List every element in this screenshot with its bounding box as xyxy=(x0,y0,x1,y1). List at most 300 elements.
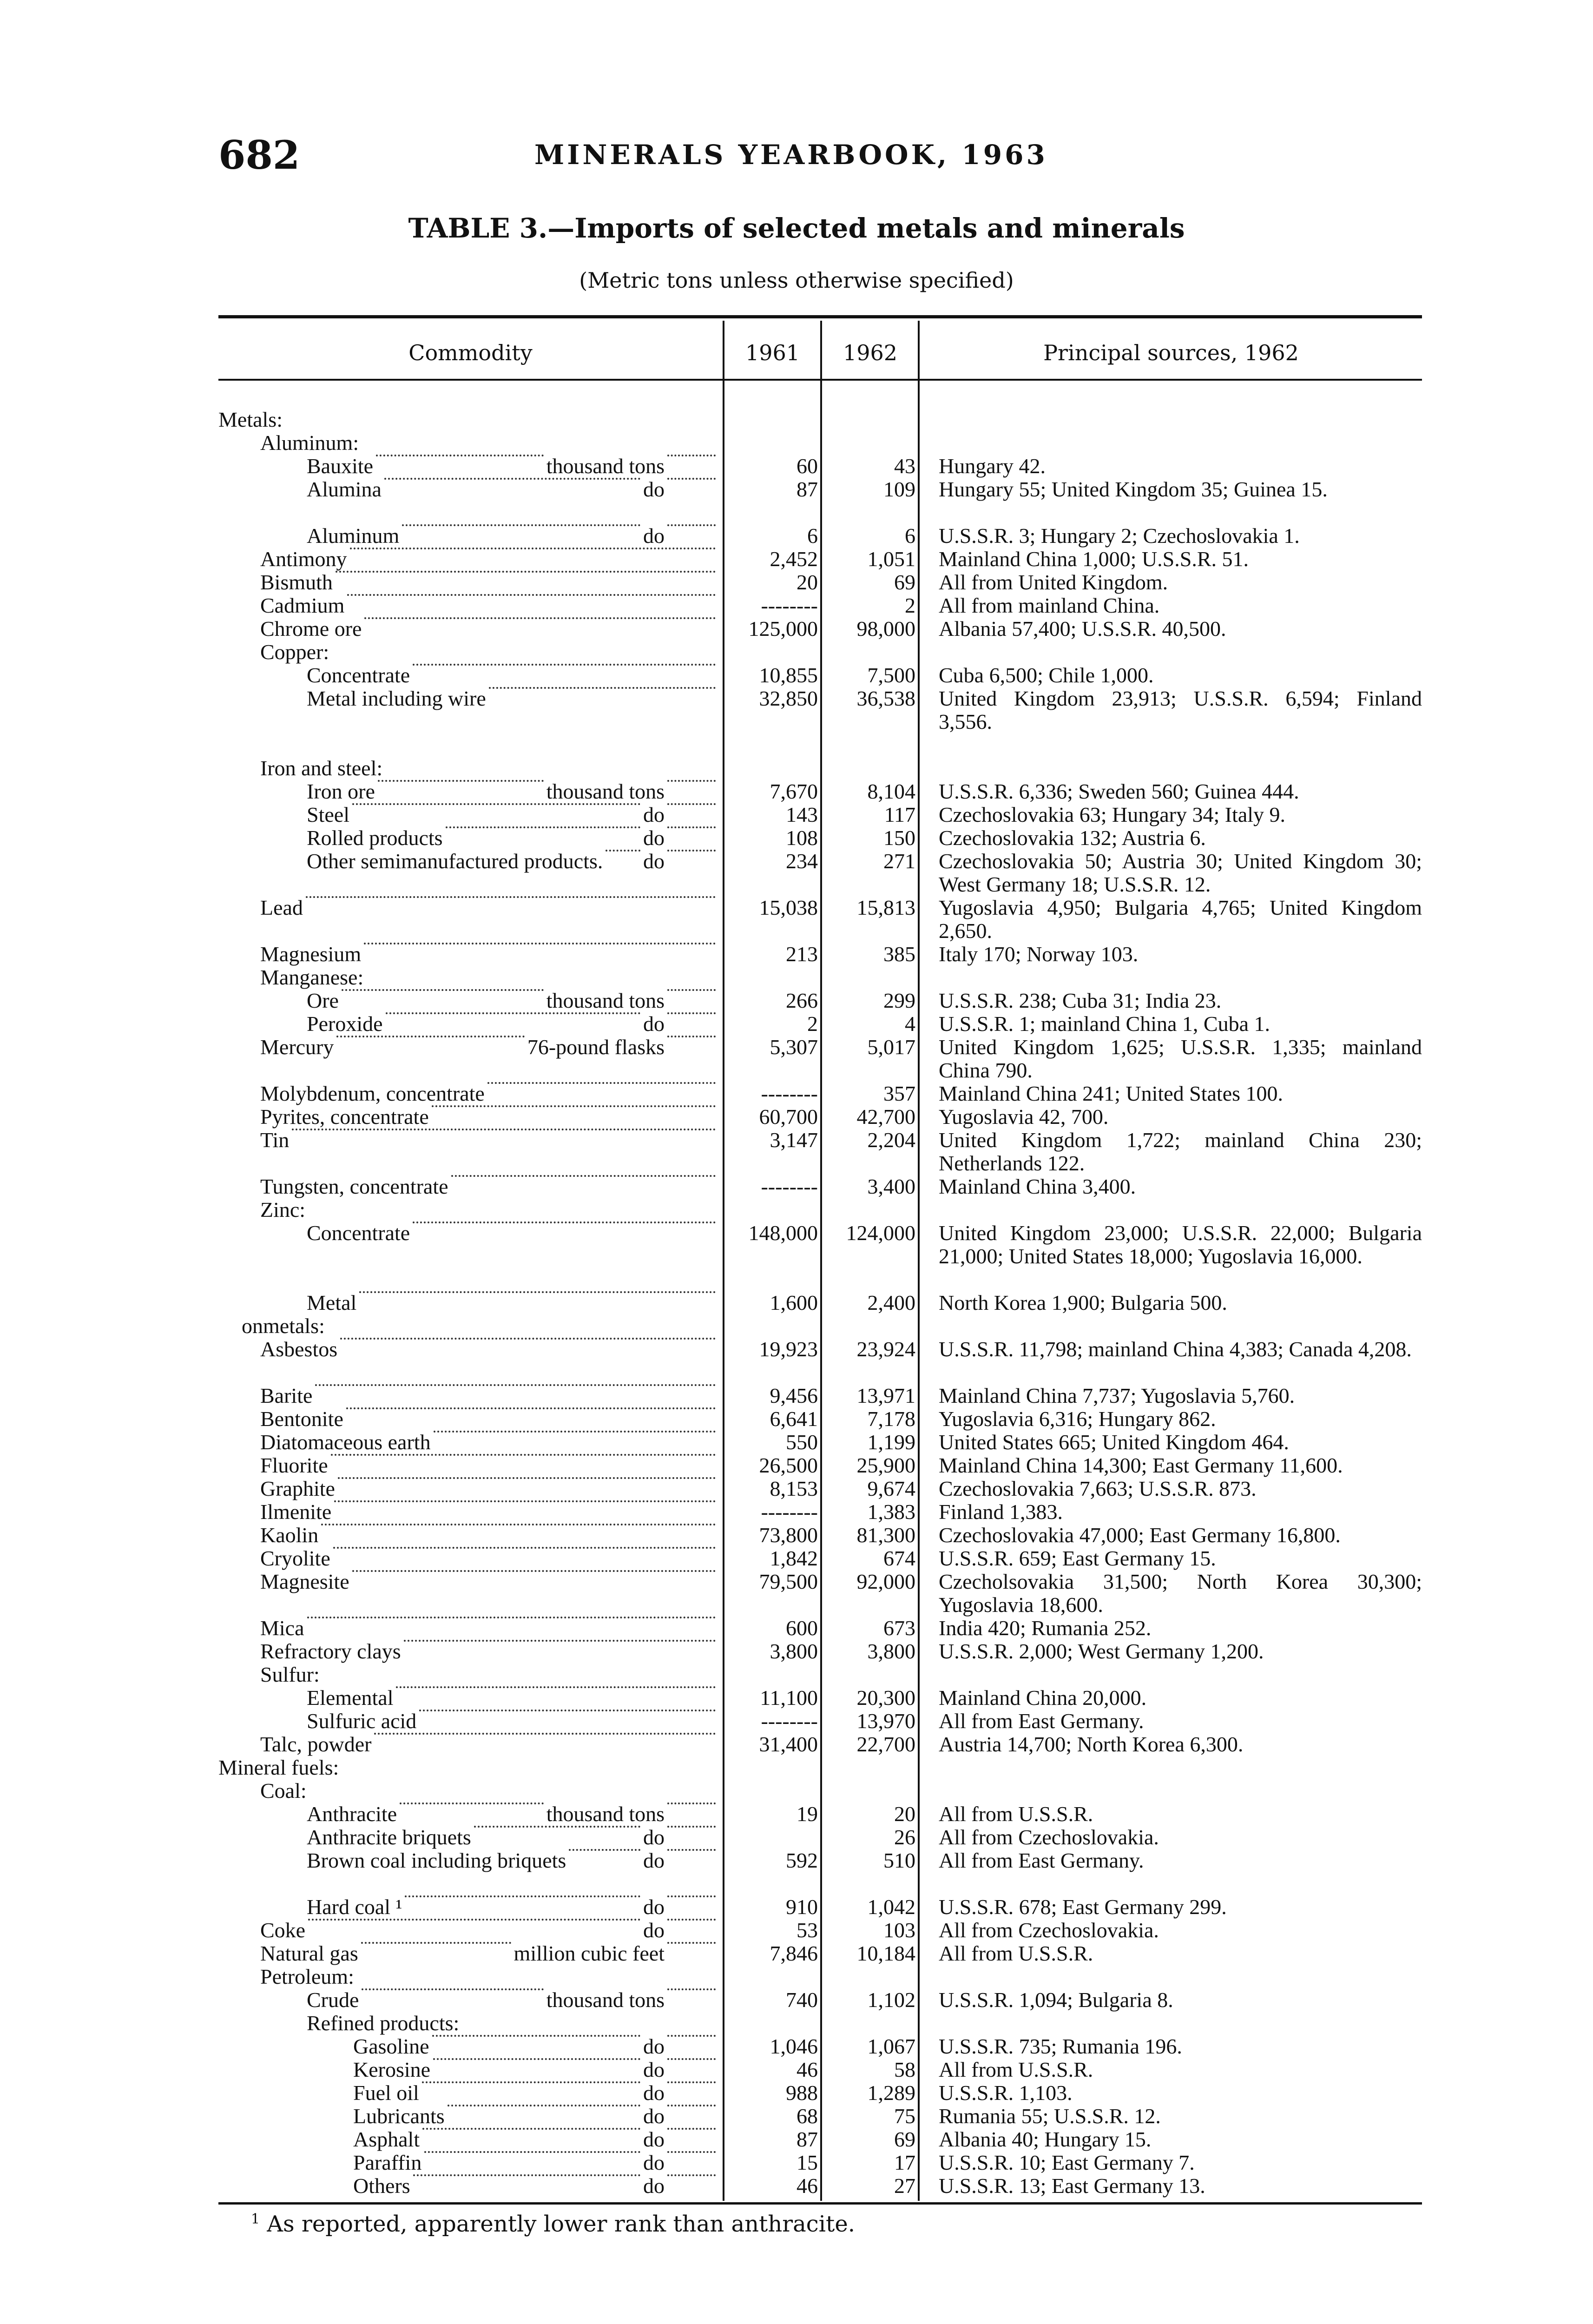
dot-leader xyxy=(386,1012,640,1014)
value-1961: 3,147 xyxy=(770,1128,818,1152)
value-1962: 150 xyxy=(883,826,915,850)
value-1962: 7,500 xyxy=(867,663,915,687)
value-1962: 13,971 xyxy=(856,1384,915,1407)
value-1961: -------- xyxy=(761,594,818,617)
value-1962: 1,199 xyxy=(867,1430,915,1454)
table-row xyxy=(0,1826,1593,1849)
value-1961: 148,000 xyxy=(748,1221,818,1245)
value-1962: 1,051 xyxy=(867,547,915,571)
table-row xyxy=(0,803,1593,826)
row-label: Antimony xyxy=(260,547,347,571)
dot-leader xyxy=(667,478,716,480)
table-row xyxy=(0,431,1593,455)
row-unit: do xyxy=(643,2104,665,2128)
value-1962: 20 xyxy=(894,1802,915,1826)
value-1961: 10,855 xyxy=(759,663,818,687)
dot-leader xyxy=(667,1849,716,1851)
row-unit: do xyxy=(643,2151,665,2174)
table-row xyxy=(0,1291,1593,1314)
row-unit: do xyxy=(643,1012,665,1036)
dot-leader xyxy=(433,2058,640,2060)
value-1962: 17 xyxy=(894,2151,915,2174)
dot-leader xyxy=(413,664,716,666)
table-row xyxy=(0,1779,1593,1802)
dot-leader xyxy=(667,1036,716,1037)
dot-leader xyxy=(667,1988,716,1990)
value-1962: 4 xyxy=(905,1012,915,1036)
principal-sources: Finland 1,383. xyxy=(939,1500,1063,1524)
value-1962: 357 xyxy=(883,1082,915,1105)
table-row xyxy=(0,548,1593,571)
dot-leader xyxy=(432,1105,716,1107)
dot-leader xyxy=(667,524,716,526)
row-label: Magnesite xyxy=(260,1570,349,1593)
principal-sources: Mainland China 7,737; Yugoslavia 5,760. xyxy=(939,1384,1295,1407)
principal-sources: Czechoslovakia 7,663; U.S.S.R. 873. xyxy=(939,1477,1257,1500)
table-row xyxy=(0,455,1593,478)
dot-leader xyxy=(667,2174,716,2176)
dot-leader xyxy=(569,1849,640,1851)
footnote-text: As reported, apparently lower rank than anthracite. xyxy=(267,2211,855,2237)
row-unit: do xyxy=(643,849,665,873)
principal-sources: United Kingdom 23,000; U.S.S.R. 22,000; Bulgaria 21,000; United States 18,000; Yugoslavia 16,000. xyxy=(939,1221,1422,1268)
table-title: TABLE 3.—Imports of selected metals and minerals xyxy=(408,212,1185,244)
value-1962: 385 xyxy=(883,942,915,966)
row-unit: do xyxy=(643,477,665,501)
principal-sources: All from U.S.S.R. xyxy=(939,2058,1093,2081)
value-1962: 1,289 xyxy=(867,2081,915,2105)
value-1961: 600 xyxy=(786,1616,818,1640)
row-label: Kerosine xyxy=(353,2058,431,2081)
dot-leader xyxy=(334,1500,716,1502)
value-1961: 60,700 xyxy=(759,1105,818,1129)
table-row xyxy=(0,1988,1593,2012)
row-label: Concentrate xyxy=(307,1221,410,1245)
row-label: Cryolite xyxy=(260,1546,330,1570)
dot-leader xyxy=(404,1640,716,1642)
table-row xyxy=(0,524,1593,548)
row-label: Bentonite xyxy=(260,1407,343,1431)
principal-sources: United Kingdom 1,625; U.S.S.R. 1,335; mainland China 790. xyxy=(939,1035,1422,1082)
row-unit: thousand tons xyxy=(546,1802,665,1826)
row-label: Bismuth xyxy=(260,570,333,594)
running-title: MINERALS YEARBOOK, 1963 xyxy=(534,139,1048,171)
principal-sources: All from East Germany. xyxy=(939,1849,1144,1872)
value-1962: 9,674 xyxy=(867,1477,915,1500)
value-1961: 3,800 xyxy=(770,1639,818,1663)
table-row xyxy=(0,501,1593,524)
row-label: Barite xyxy=(260,1384,313,1407)
value-1961: 60 xyxy=(796,454,818,478)
row-unit: thousand tons xyxy=(546,989,665,1012)
principal-sources: North Korea 1,900; Bulgaria 500. xyxy=(939,1291,1227,1314)
value-1962: 117 xyxy=(884,803,915,826)
dot-leader xyxy=(331,1454,716,1456)
dot-leader xyxy=(667,826,716,828)
value-1961: 87 xyxy=(796,477,818,501)
table-row xyxy=(0,617,1593,640)
table-row xyxy=(0,571,1593,594)
value-1962: 103 xyxy=(883,1918,915,1942)
dot-leader xyxy=(413,1221,716,1223)
table-row xyxy=(0,1965,1593,1988)
dot-leader xyxy=(361,1942,511,1944)
row-unit: do xyxy=(643,1849,665,1872)
principal-sources: U.S.S.R. 11,798; mainland China 4,383; Canada 4,208. xyxy=(939,1337,1412,1361)
dot-leader xyxy=(321,1524,716,1525)
row-label: Copper: xyxy=(260,640,329,664)
table-row xyxy=(0,1384,1593,1407)
row-label: Sulfur: xyxy=(260,1663,320,1686)
value-1961: -------- xyxy=(761,1500,818,1524)
dot-leader xyxy=(376,455,544,456)
principal-sources: Mainland China 3,400. xyxy=(939,1175,1136,1198)
dot-leader xyxy=(667,2128,716,2130)
value-1961: -------- xyxy=(761,1709,818,1733)
value-1962: 92,000 xyxy=(856,1570,915,1593)
row-label: Coke xyxy=(260,1918,306,1942)
principal-sources: Mainland China 20,000. xyxy=(939,1686,1147,1710)
principal-sources: Mainland China 14,300; East Germany 11,600. xyxy=(939,1453,1343,1477)
value-1961: 213 xyxy=(786,942,818,966)
table-row xyxy=(0,849,1593,896)
principal-sources: U.S.S.R. 1,094; Bulgaria 8. xyxy=(939,1988,1173,2012)
value-1962: 299 xyxy=(883,989,915,1012)
principal-sources: All from East Germany. xyxy=(939,1709,1144,1733)
table-row xyxy=(0,1477,1593,1500)
value-1961: 15,038 xyxy=(759,896,818,919)
principal-sources: Czecholsovakia 31,500; North Korea 30,300; Yugoslavia 18,600. xyxy=(939,1570,1422,1617)
value-1961: 266 xyxy=(786,989,818,1012)
dot-leader xyxy=(346,1407,716,1409)
principal-sources: Cuba 6,500; Chile 1,000. xyxy=(939,663,1154,687)
dot-leader xyxy=(667,2058,716,2060)
row-label: Concentrate xyxy=(307,663,410,687)
dot-leader xyxy=(667,2151,716,2153)
row-unit: million cubic feet xyxy=(513,1941,665,1965)
row-label: Alumina xyxy=(307,477,382,501)
value-1961: 9,456 xyxy=(770,1384,818,1407)
value-1962: 25,900 xyxy=(856,1453,915,1477)
dot-leader xyxy=(667,2105,716,2106)
value-1962: 2,400 xyxy=(867,1291,915,1314)
dot-leader xyxy=(378,780,544,782)
column-header-commodity: Commodity xyxy=(408,340,533,365)
row-label: Talc, powder xyxy=(260,1732,372,1756)
dot-leader xyxy=(359,1291,716,1293)
table-row xyxy=(0,1756,1593,1779)
principal-sources: Yugoslavia 4,950; Bulgaria 4,765; United Kingdom 2,650. xyxy=(939,896,1422,943)
value-1962: 3,400 xyxy=(867,1175,915,1198)
principal-sources: India 420; Rumania 252. xyxy=(939,1616,1152,1640)
dot-leader xyxy=(396,1686,716,1688)
table-row xyxy=(0,1314,1593,1338)
principal-sources: Mainland China 1,000; U.S.S.R. 51. xyxy=(939,547,1249,571)
value-1961: 46 xyxy=(796,2058,818,2081)
column-header-principal-sources: Principal sources, 1962 xyxy=(1043,340,1299,365)
value-1962: 2,204 xyxy=(867,1128,915,1152)
table-row xyxy=(0,1198,1593,1221)
dot-leader xyxy=(352,1570,716,1572)
value-1961: 108 xyxy=(786,826,818,850)
dot-leader xyxy=(306,896,716,898)
value-1961: 2,452 xyxy=(770,547,818,571)
table-row xyxy=(0,1686,1593,1710)
table-row xyxy=(0,2081,1593,2105)
dot-leader xyxy=(419,1710,716,1711)
dot-leader xyxy=(402,524,640,526)
table-row xyxy=(0,1547,1593,1570)
dot-leader xyxy=(667,1012,716,1014)
principal-sources: Austria 14,700; North Korea 6,300. xyxy=(939,1732,1244,1756)
value-1961: 8,153 xyxy=(770,1477,818,1500)
table-row xyxy=(0,1710,1593,1733)
table-row xyxy=(0,896,1593,943)
value-1961: 73,800 xyxy=(759,1523,818,1547)
value-1962: 674 xyxy=(883,1546,915,1570)
value-1962: 673 xyxy=(883,1616,915,1640)
row-label: Natural gas xyxy=(260,1941,358,1965)
table-row xyxy=(0,2128,1593,2151)
row-label: Tungsten, concentrate xyxy=(260,1175,448,1198)
table-row xyxy=(0,1082,1593,1105)
table-subtitle: (Metric tons unless otherwise specified) xyxy=(579,268,1014,293)
row-label: Zinc: xyxy=(260,1198,306,1221)
dot-leader xyxy=(400,1802,544,1804)
value-1961: 6,641 xyxy=(770,1407,818,1431)
value-1961: 7,846 xyxy=(770,1941,818,1965)
value-1961: 79,500 xyxy=(759,1570,818,1593)
value-1962: 271 xyxy=(883,849,915,873)
value-1962: 10,184 xyxy=(856,1941,915,1965)
dot-leader xyxy=(667,1826,716,1828)
row-label: Anthracite xyxy=(307,1802,397,1826)
row-unit: thousand tons xyxy=(546,454,665,478)
dot-leader xyxy=(667,989,716,991)
row-label: Fluorite xyxy=(260,1453,328,1477)
dot-leader xyxy=(364,617,716,619)
principal-sources: Italy 170; Norway 103. xyxy=(939,942,1139,966)
value-1962: 1,383 xyxy=(867,1500,915,1524)
value-1961: 7,670 xyxy=(770,779,818,803)
row-unit: do xyxy=(643,826,665,850)
row-unit: do xyxy=(643,2034,665,2058)
row-label: Elemental xyxy=(307,1686,394,1710)
table-row xyxy=(0,2058,1593,2081)
principal-sources: U.S.S.R. 6,336; Sweden 560; Guinea 444. xyxy=(939,779,1299,803)
row-label: Rolled products xyxy=(307,826,443,850)
row-unit: do xyxy=(643,2058,665,2081)
dot-leader xyxy=(434,1431,716,1433)
value-1961: 125,000 xyxy=(748,617,818,640)
value-1961: 1,842 xyxy=(770,1546,818,1570)
principal-sources: Czechoslovakia 63; Hungary 34; Italy 9. xyxy=(939,803,1286,826)
row-label: Pyrites, concentrate xyxy=(260,1105,429,1129)
row-unit: do xyxy=(643,1895,665,1919)
row-label: Cadmium xyxy=(260,594,345,617)
value-1961: -------- xyxy=(761,1175,818,1198)
row-label: Crude xyxy=(307,1988,359,2012)
value-1962: 27 xyxy=(894,2174,915,2198)
row-label: Magnesium xyxy=(260,942,362,966)
dot-leader xyxy=(446,826,640,828)
dot-leader xyxy=(474,1826,640,1828)
dot-leader xyxy=(308,1919,640,1921)
table-row xyxy=(0,1175,1593,1198)
table-row xyxy=(0,664,1593,687)
table-row xyxy=(0,1454,1593,1477)
principal-sources: Rumania 55; U.S.S.R. 12. xyxy=(939,2104,1161,2128)
value-1962: 81,300 xyxy=(856,1523,915,1547)
value-1961: 143 xyxy=(786,803,818,826)
value-1962: 5,017 xyxy=(867,1035,915,1059)
value-1962: 109 xyxy=(883,477,915,501)
dot-leader xyxy=(405,1895,640,1897)
value-1961: 11,100 xyxy=(760,1686,818,1710)
dot-leader xyxy=(667,1919,716,1921)
row-label: Mica xyxy=(260,1616,304,1640)
row-unit: do xyxy=(643,2127,665,2151)
table-row xyxy=(0,1942,1593,1965)
row-label: Lubricants xyxy=(353,2104,445,2128)
row-unit: thousand tons xyxy=(546,779,665,803)
value-1962: 8,104 xyxy=(867,779,915,803)
table-row xyxy=(0,478,1593,501)
row-unit: do xyxy=(643,1918,665,1942)
row-label: Lead xyxy=(260,896,303,919)
row-label: Tin xyxy=(260,1128,290,1152)
row-label: Metals: xyxy=(218,408,283,431)
dot-leader xyxy=(667,1942,716,1944)
table-row xyxy=(0,1431,1593,1454)
row-label: Fuel oil xyxy=(353,2081,419,2105)
principal-sources: Albania 57,400; U.S.S.R. 40,500. xyxy=(939,617,1226,640)
row-label: Peroxide xyxy=(307,1012,383,1036)
dot-leader xyxy=(336,1036,524,1037)
dot-leader xyxy=(338,1477,716,1479)
value-1961: 87 xyxy=(796,2127,818,2151)
table-row xyxy=(0,1802,1593,1826)
table-row xyxy=(0,1221,1593,1268)
dot-leader xyxy=(667,1895,716,1897)
table-row xyxy=(0,1035,1593,1082)
value-1961: 550 xyxy=(786,1430,818,1454)
dot-leader xyxy=(667,2035,716,2037)
table-row xyxy=(0,757,1593,780)
table-row xyxy=(0,2105,1593,2128)
dot-leader xyxy=(352,803,640,805)
row-label: Aluminum xyxy=(307,524,400,548)
row-unit: do xyxy=(643,1825,665,1849)
value-1961: 32,850 xyxy=(759,687,818,710)
dot-leader xyxy=(667,780,716,782)
table-row xyxy=(0,1338,1593,1361)
value-1962: 510 xyxy=(883,1849,915,1872)
value-1961: 31,400 xyxy=(759,1732,818,1756)
dot-leader xyxy=(448,2105,640,2106)
table-row xyxy=(0,1105,1593,1129)
table-row xyxy=(0,1919,1593,1942)
row-unit: do xyxy=(643,2081,665,2105)
principal-sources: U.S.S.R. 10; East Germany 7. xyxy=(939,2151,1195,2174)
principal-sources: Czechoslovakia 132; Austria 6. xyxy=(939,826,1206,850)
dot-leader xyxy=(422,2128,640,2130)
value-1962: 124,000 xyxy=(846,1221,915,1245)
row-label: Mercury xyxy=(260,1035,334,1059)
row-label: Graphite xyxy=(260,1477,335,1500)
table-row xyxy=(0,1663,1593,1686)
dot-leader xyxy=(451,1175,716,1177)
dot-leader xyxy=(667,803,716,805)
table-row xyxy=(0,780,1593,803)
value-1962: 1,067 xyxy=(867,2034,915,2058)
footnote-marker: 1 xyxy=(251,2211,260,2227)
table-row xyxy=(0,1849,1593,1872)
value-1961: 53 xyxy=(796,1918,818,1942)
principal-sources: Czechoslovakia 47,000; East Germany 16,800. xyxy=(939,1523,1341,1547)
principal-sources: All from Czechoslovakia. xyxy=(939,1918,1159,1942)
table-row xyxy=(0,1640,1593,1663)
dot-leader xyxy=(413,2174,640,2176)
row-label: Asphalt xyxy=(353,2127,420,2151)
value-1962: 1,042 xyxy=(867,1895,915,1919)
principal-sources: United Kingdom 23,913; U.S.S.R. 6,594; Finland 3,556. xyxy=(939,687,1422,733)
principal-sources: United States 665; United Kingdom 464. xyxy=(939,1430,1289,1454)
row-label: Others xyxy=(353,2174,410,2198)
dot-leader xyxy=(315,1384,716,1386)
table-row xyxy=(0,989,1593,1012)
row-label: Metal including wire xyxy=(307,687,486,710)
dot-leader xyxy=(374,1733,716,1735)
dot-leader xyxy=(667,850,716,852)
principal-sources: U.S.S.R. 678; East Germany 299. xyxy=(939,1895,1227,1919)
principal-sources: Mainland China 241; United States 100. xyxy=(939,1082,1284,1105)
table-row xyxy=(0,594,1593,617)
principal-sources: All from U.S.S.R. xyxy=(939,1802,1093,1826)
principal-sources: U.S.S.R. 2,000; West Germany 1,200. xyxy=(939,1639,1264,1663)
value-1961: 19,923 xyxy=(759,1337,818,1361)
footnote xyxy=(251,2212,855,2235)
row-label: Iron ore xyxy=(307,779,375,803)
row-label: Molybdenum, concentrate xyxy=(260,1082,485,1105)
row-unit: do xyxy=(643,524,665,548)
dot-leader xyxy=(362,1988,543,1990)
value-1962: 36,538 xyxy=(856,687,915,710)
table-row xyxy=(0,1500,1593,1524)
principal-sources: All from United Kingdom. xyxy=(939,570,1168,594)
value-1961: 592 xyxy=(786,1849,818,1872)
table-row xyxy=(0,408,1593,431)
row-unit: thousand tons xyxy=(546,1988,665,2012)
row-label: Mineral fuels: xyxy=(218,1756,339,1779)
table-row xyxy=(0,943,1593,966)
dot-leader xyxy=(432,2035,640,2037)
row-label: Brown coal including briquets xyxy=(307,1849,566,1872)
principal-sources: Hungary 55; United Kingdom 35; Guinea 15. xyxy=(939,477,1328,501)
table-row xyxy=(0,1128,1593,1175)
value-1961: 5,307 xyxy=(770,1035,818,1059)
principal-sources: Albania 40; Hungary 15. xyxy=(939,2127,1152,2151)
principal-sources: Yugoslavia 42, 700. xyxy=(939,1105,1109,1129)
value-1961: 26,500 xyxy=(759,1453,818,1477)
table-row xyxy=(0,1570,1593,1617)
value-1962: 69 xyxy=(894,2127,915,2151)
row-label: Diatomaceous earth xyxy=(260,1430,431,1454)
row-label: Other semimanufactured products. xyxy=(307,849,603,873)
dot-leader xyxy=(384,478,640,480)
principal-sources: All from U.S.S.R. xyxy=(939,1941,1093,1965)
principal-sources: U.S.S.R. 3; Hungary 2; Czechoslovakia 1. xyxy=(939,524,1300,548)
